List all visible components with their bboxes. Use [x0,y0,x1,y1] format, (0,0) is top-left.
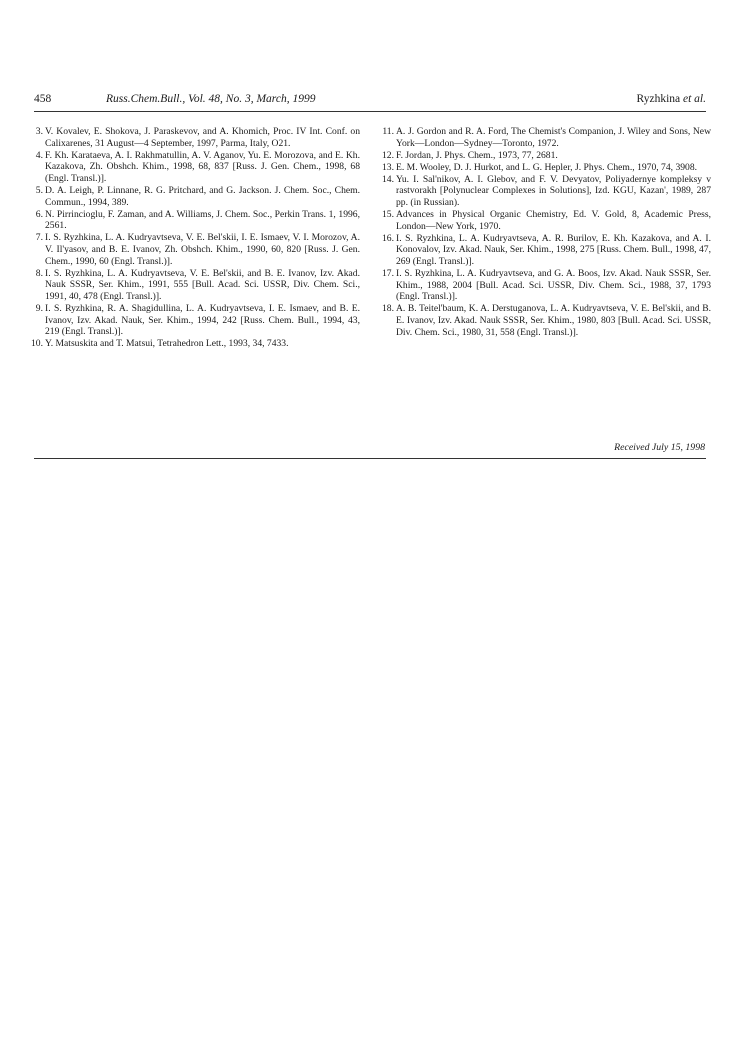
reference-text: I. S. Ryzhkina, L. A. Kudryavtseva, V. E. Bel'skii, and B. E. Ivanov, Izv. Akad. Nauk SSSR, Ser. Khim., 1991, 555 [Bull. Acad. Sci. USSR, Div. Chem. Sci., 1991, 40, 478 (Engl. Transl.)]. [45,267,360,302]
reference-item [383,174,711,209]
reference-item [383,303,711,338]
reference-number: 16. [382,232,394,244]
reference-number: 7. [35,232,43,244]
reference-item [32,185,360,208]
reference-item [383,209,711,232]
reference-text: V. Kovalev, E. Shokova, J. Paraskevov, and A. Khomich, Proc. IV Int. Conf. on Calixarenes, 31 August—4 September, 1997, Parma, Italy, O21. [45,126,360,149]
authors-name: Ryzhkina [636,93,681,105]
reference-number: 11. [382,126,394,137]
reference-number: 5. [35,184,43,196]
journal-citation: Russ.Chem.Bull., Vol. 48, No. 3, March, 1999 [106,93,316,105]
reference-text: A. J. Gordon and R. A. Ford, The Chemist's Companion, J. Wiley and Sons, New York—London—Sydney—Toronto, 1972. [396,126,711,149]
page-number: 458 [34,93,52,105]
reference-item [32,338,360,350]
reference-number: 13. [382,161,394,173]
reference-item [32,268,360,303]
reference-item [383,233,711,268]
reference-number: 10. [31,338,43,350]
footer-rule [34,458,706,459]
reference-text: I. S. Ryzhkina, L. A. Kudryavtseva, V. E. Bel'skii, I. E. Ismaev, V. I. Morozov, A. V. Il'yasov, and B. E. Ivanov, Zh. Obshch. Khim., 1990, 60, 820 [Russ. J. Gen. Chem., 1990, 60 (Engl. Transl.)]. [45,232,360,267]
reference-text: F. Jordan, J. Phys. Chem., 1973, 77, 2681. [396,149,558,161]
reference-number: 14. [382,173,394,185]
reference-item [32,209,360,232]
reference-text: A. B. Teitel'baum, K. A. Derstuganova, L. A. Kudryavtseva, V. E. Bel'skii, and B. E. Ivanov, Izv. Akad. Nauk SSSR, Ser. Khim., 1980, 803 [Bull. Acad. Sci. USSR, Div. Chem. Sci., 1980, 31, 558 (Engl. Transl.)]. [396,303,711,338]
reference-item [32,303,360,338]
reference-text: D. A. Leigh, P. Linnane, R. G. Pritchard, and G. Jackson. J. Chem. Soc., Chem. Commun., 1994, 389. [45,184,360,208]
reference-number: 17. [382,268,394,280]
reference-text: I. S. Ryzhkina, L. A. Kudryavtseva, and G. A. Boos, Izv. Akad. Nauk SSSR, Ser. Khim., 1988, 2004 [Bull. Acad. Sci. USSR, Div. Chem. Sci., 1988, 37, 1793 (Engl. Transl.)]. [396,268,711,303]
reference-number: 9. [35,302,43,314]
reference-number: 8. [35,267,43,279]
reference-item [383,126,711,149]
reference-item [32,126,360,149]
reference-text: Y. Matsuskita and T. Matsui, Tetrahedron Lett., 1993, 34, 7433. [45,338,289,350]
reference-number: 6. [35,208,43,220]
authors-etal: et al. [683,93,706,105]
reference-item [383,162,711,174]
reference-item [383,268,711,303]
received-date: Received July 15, 1998 [614,442,705,453]
running-header [34,90,706,108]
reference-number: 4. [35,149,43,161]
header-rule [34,111,706,112]
reference-number: 12. [382,149,394,161]
references-right-column [383,126,711,339]
reference-item [383,150,711,162]
reference-text: F. Kh. Karataeva, A. I. Rakhmatullin, A. V. Aganov, Yu. E. Morozova, and E. Kh. Kazakova, Zh. Obshch. Khim., 1998, 68, 837 [Russ. J. Gen. Chem., 1998, 68 (Engl. Transl.)]. [45,149,360,184]
reference-item [32,150,360,185]
reference-text: I. S. Ryzhkina, L. A. Kudryavtseva, A. R. Burilov, E. Kh. Kazakova, and A. I. Konovalov, Izv. Akad. Nauk, Ser. Khim., 1998, 275 [Russ. Chem. Bull., 1998, 47, 269 (Engl. Transl.)]. [396,232,711,268]
reference-text: N. Pirrincioglu, F. Zaman, and A. Williams, J. Chem. Soc., Perkin Trans. 1, 1996, 2561. [45,208,360,232]
reference-number: 3. [35,126,43,137]
reference-text: Yu. I. Sal'nikov, A. I. Glebov, and F. V. Devyatov, Poliyadernye kompleksy v rastvorakh [Polynuclear Complexes in Solutions], Izd. KGU, Kazan', 1989, 287 pp. (in Russian). [396,173,711,209]
reference-number: 15. [382,209,394,221]
reference-text: Advances in Physical Organic Chemistry, Ed. V. Gold, 8, Academic Press, London—New York, 1970. [396,209,711,232]
running-authors [637,90,707,108]
reference-number: 18. [382,303,394,315]
reference-text: E. M. Wooley, D. J. Hurkot, and L. G. Hepler, J. Phys. Chem., 1970, 74, 3908. [396,161,698,173]
reference-item [32,232,360,267]
reference-text: I. S. Ryzhkina, R. A. Shagidullina, L. A. Kudryavtseva, I. E. Ismaev, and B. E. Ivanov, Izv. Akad. Nauk, Ser. Khim., 1994, 242 [Russ. Chem. Bull., 1994, 43, 219 (Engl. Transl.)]. [45,302,360,338]
references-left-column [32,126,360,350]
